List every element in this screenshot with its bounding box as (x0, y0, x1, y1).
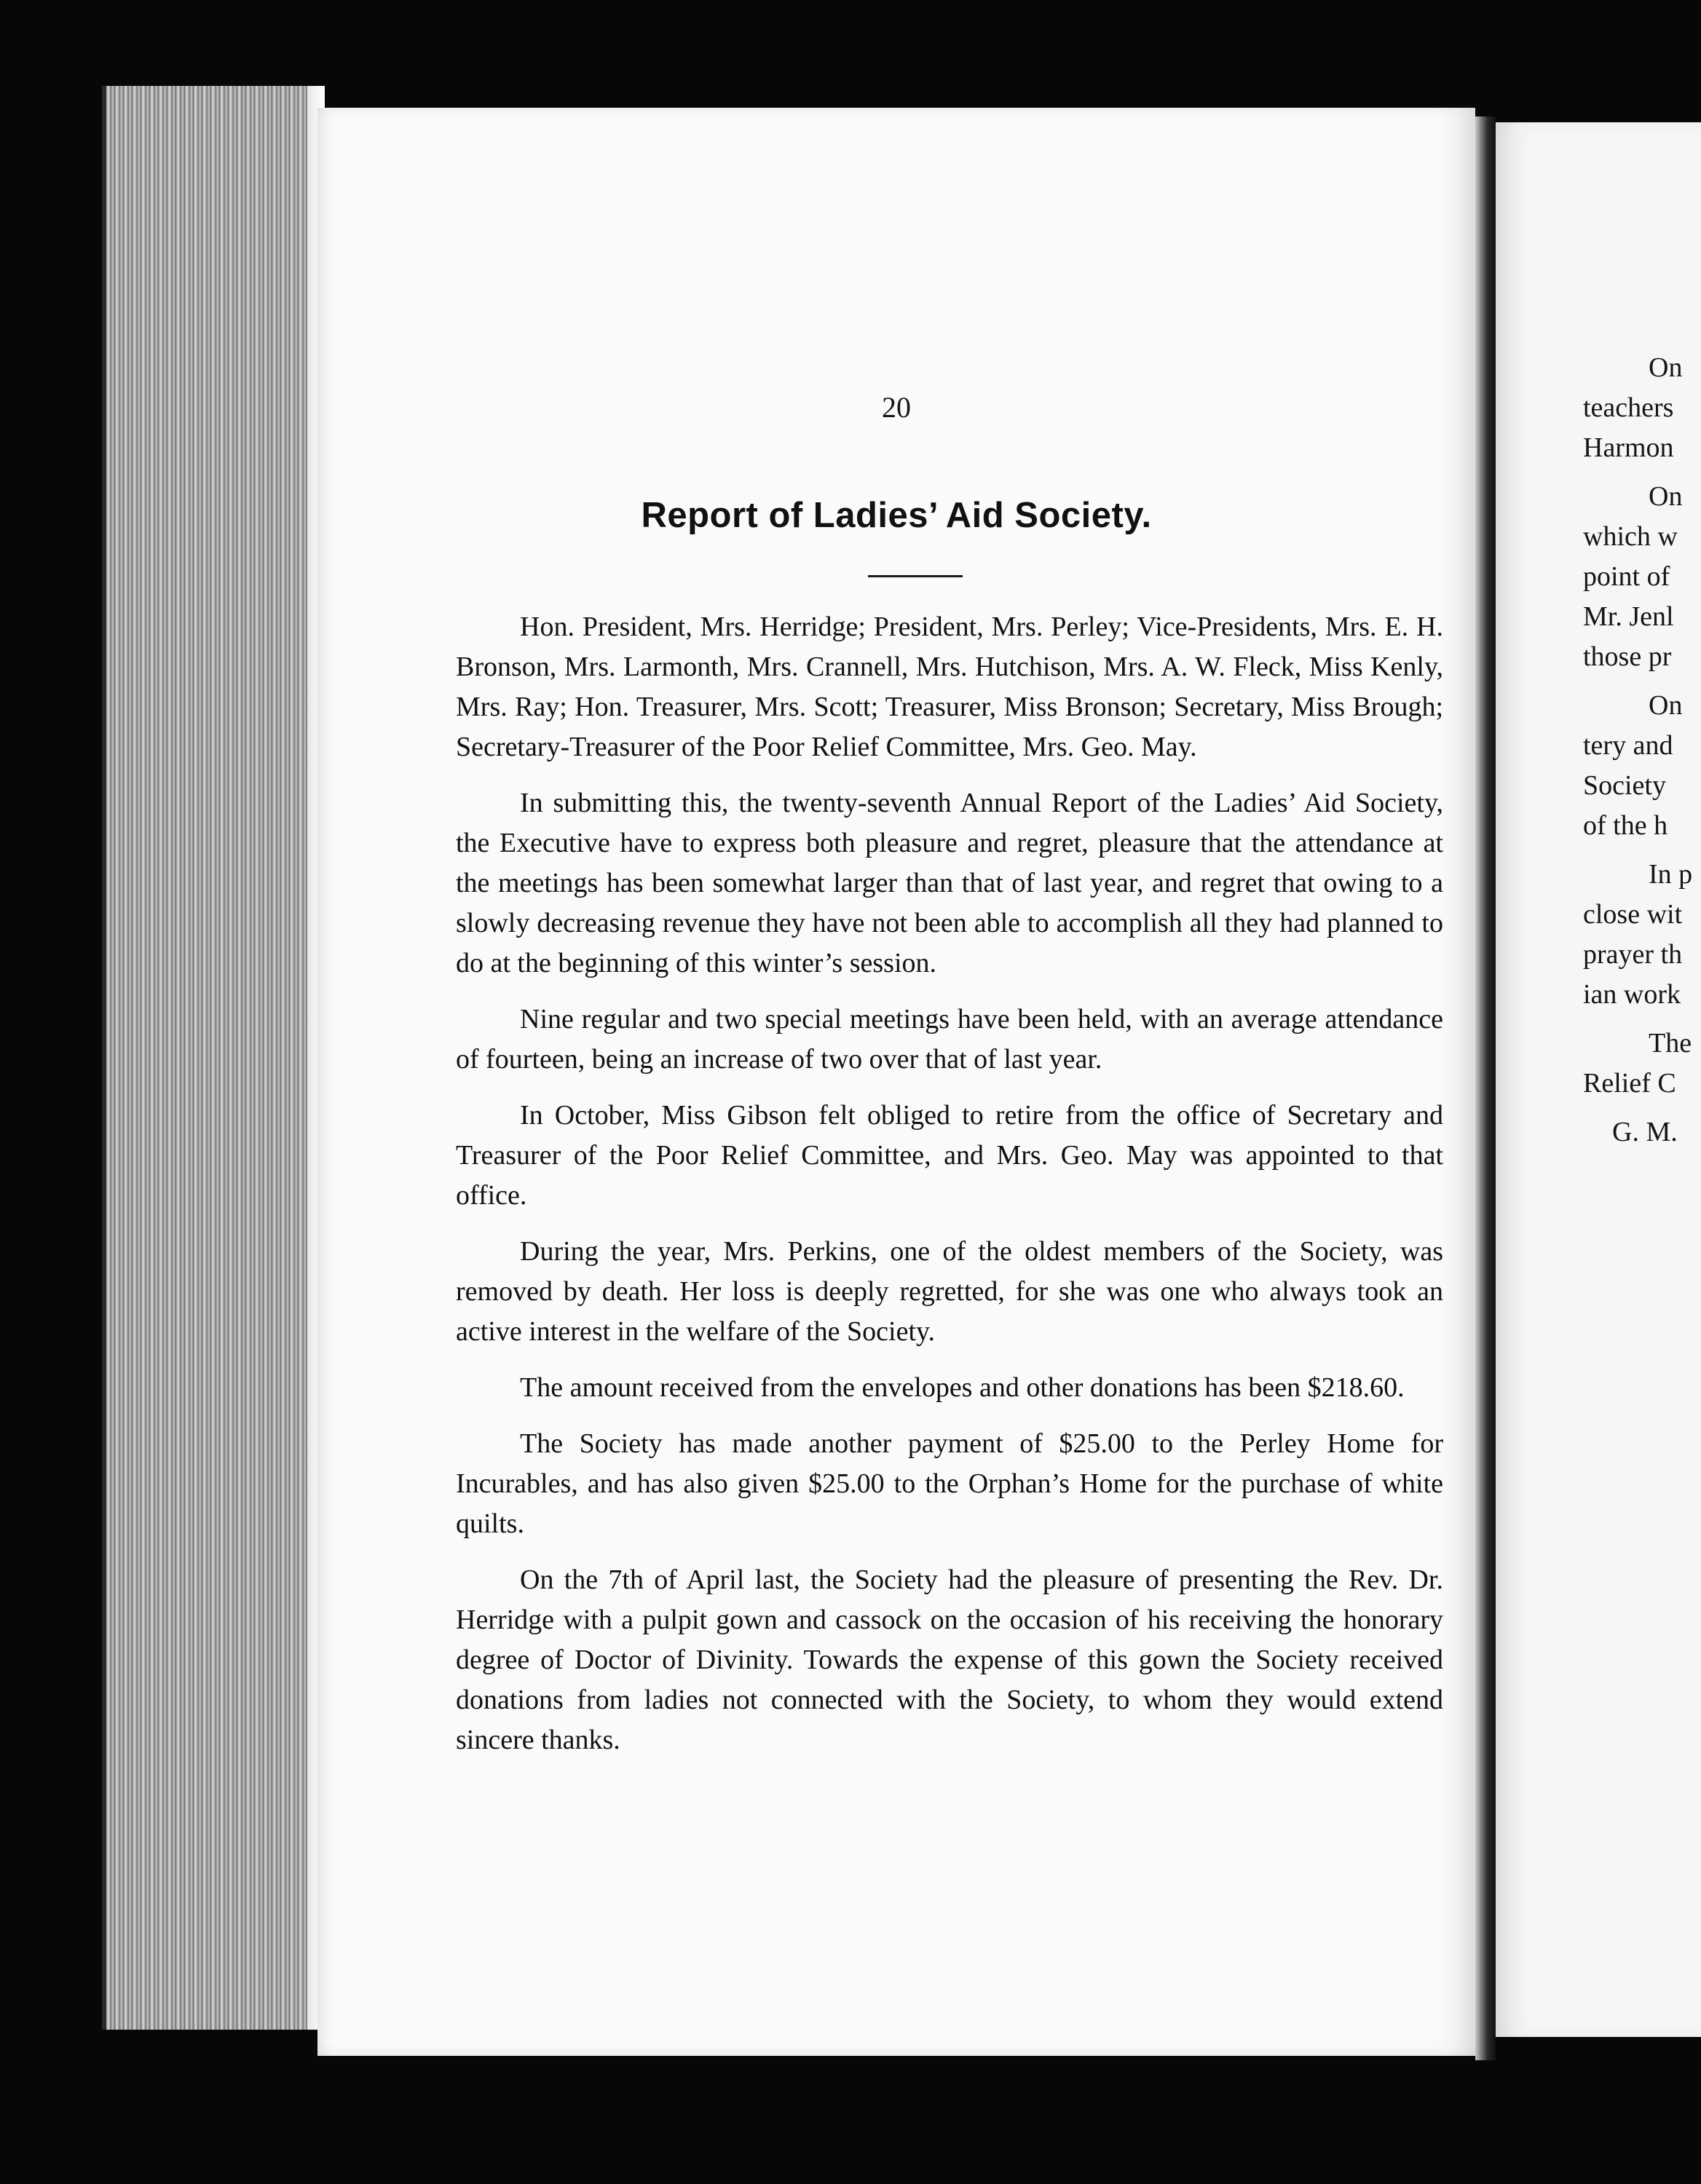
right-page-line: ian work (1583, 979, 1681, 1010)
report-paragraph: During the year, Mrs. Perkins, one of the oldest members of the Society, was removed by death. Her loss is deeply regretted, for she was one who always took an active interest in the welfare of the Society. (456, 1236, 1443, 1347)
right-page-line: of the h (1583, 810, 1668, 841)
right-page-line: tery and (1583, 730, 1673, 761)
right-page-line: close wit (1583, 899, 1683, 930)
title-rule-divider (868, 575, 963, 577)
right-page-line: which w (1583, 521, 1678, 552)
report-paragraph: In October, Miss Gibson felt obliged to retire from the office of Secretary and Treasurer of the Poor Relief Committee, and Mrs. Geo. May was appointed to that office. (456, 1100, 1443, 1211)
right-page-line: On (1649, 481, 1683, 512)
right-page-line: Harmon (1583, 432, 1674, 463)
report-title: Report of Ladies’ Aid Society. (641, 496, 1152, 535)
officers-paragraph: Hon. President, Mrs. Herridge; President, Mrs. Perley; Vice-Presidents, Mrs. E. H. Bronson, Mrs. Larmonth, Mrs. Crannell, Mrs. Hutchison, Mrs. A. W. Fleck, Miss Kenly, Mrs. Ray; Hon. Treasurer, Mrs. Scott; Treasurer, Miss Bronson; Secretary, Miss Brough; Secretary-Treasurer of the Poor Relief Committee, Mrs. Geo. May. (456, 612, 1443, 762)
right-page-line: teachers (1583, 392, 1674, 423)
report-paragraph: The Society has made another payment of $25.00 to the Perley Home for Incurables, and has also given $25.00 to the Orphan’s Home for the purchase of white quilts. (456, 1428, 1443, 1539)
report-body (456, 607, 1443, 1776)
right-page-line: On (1649, 690, 1683, 721)
right-page-line: Relief C (1583, 1068, 1676, 1099)
right-page-line: Society (1583, 770, 1666, 801)
right-page-line: point of (1583, 561, 1670, 592)
right-page-signature: G. M. (1612, 1117, 1678, 1147)
book-page-edges (102, 86, 325, 2030)
right-page-line: prayer th (1583, 939, 1683, 970)
right-page-line: On (1649, 352, 1683, 383)
report-paragraph: On the 7th of April last, the Society had the pleasure of presenting the Rev. Dr. Herridge with a pulpit gown and cassock on the occasion of his receiving the honorary degree of Doctor of Divinity. Towards the expense of this gown the Society received donations from ladies not connected with the Society, to whom they would extend sincere thanks. (456, 1564, 1443, 1755)
book-gutter (1475, 116, 1496, 2060)
left-page (317, 108, 1475, 2056)
report-paragraph: The amount received from the envelopes and other donations has been $218.60. (520, 1372, 1405, 1403)
right-page-fragment (1496, 122, 1701, 2037)
right-page-line: The (1649, 1028, 1692, 1059)
report-paragraph: Nine regular and two special meetings have been held, with an average attendance of fourteen, being an increase of two over that of last year. (456, 1004, 1443, 1075)
page-number: 20 (882, 391, 911, 424)
right-page-line: In p (1649, 859, 1693, 890)
right-page-line: those pr (1583, 641, 1672, 672)
report-paragraph: In submitting this, the twenty-seventh Annual Report of the Ladies’ Aid Society, the Executive have to express both pleasure and regret, pleasure that the attendance at the meetings has been somewhat larger than that of last year, and regret that owing to a slowly decreasing revenue they have not been able to accomplish all they had planned to do at the beginning of this winter’s session. (456, 788, 1443, 978)
right-page-line: Mr. Jenl (1583, 601, 1674, 632)
